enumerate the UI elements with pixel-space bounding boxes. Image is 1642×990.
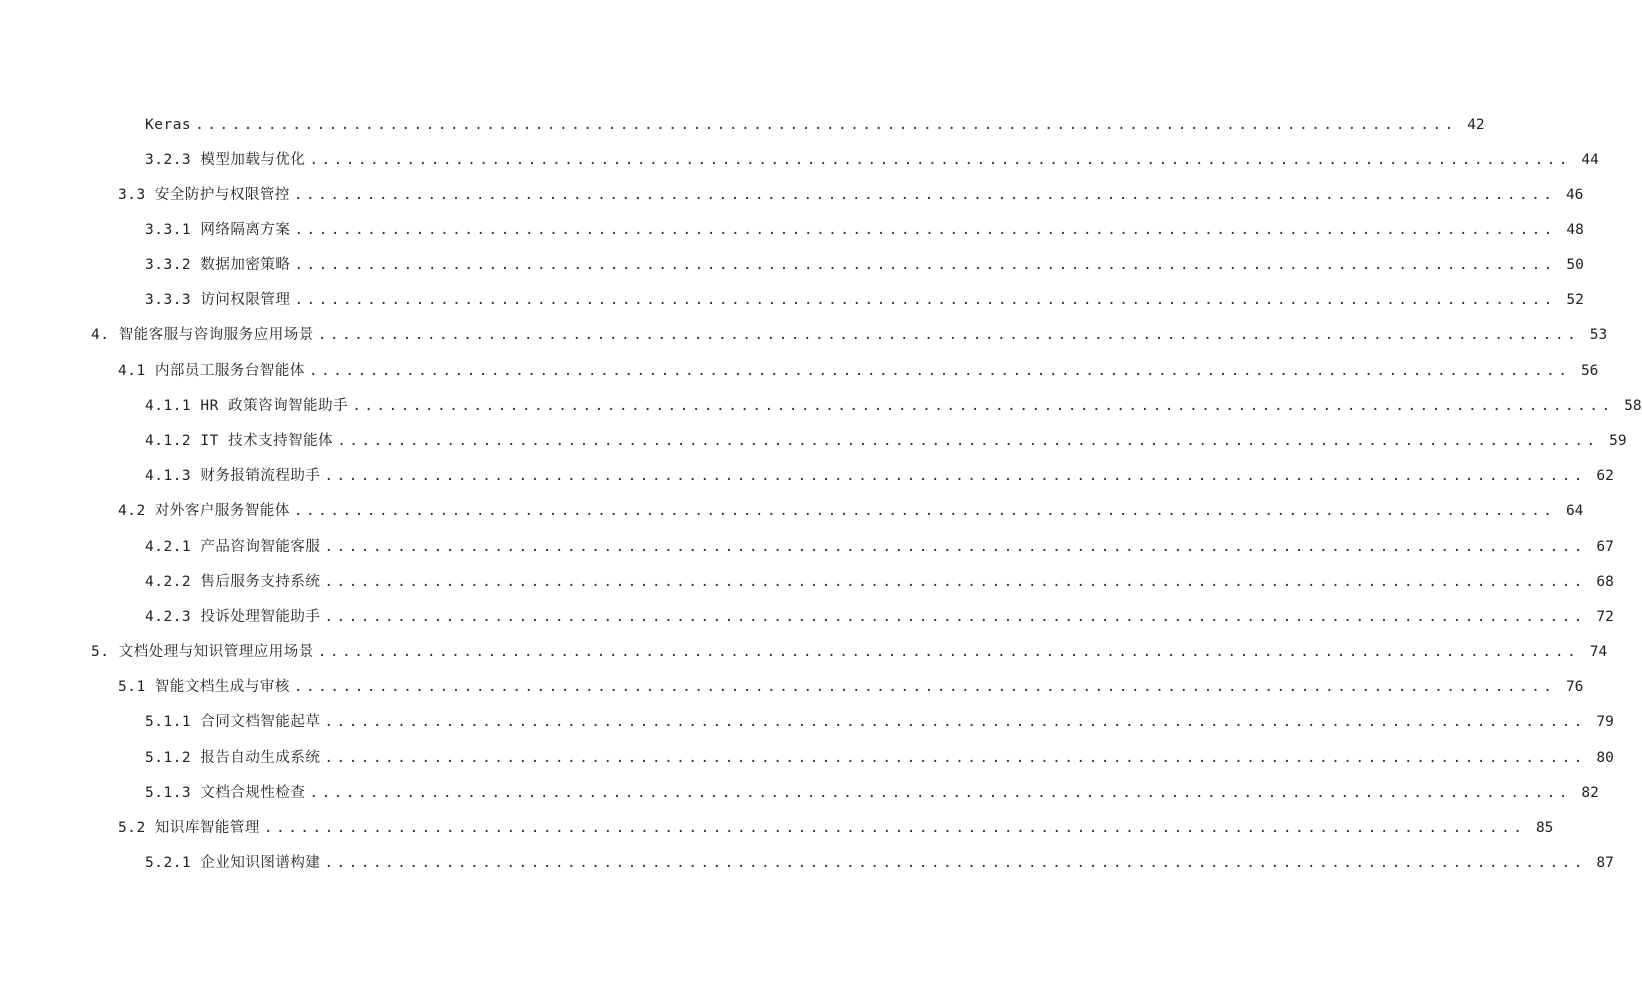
toc-entry-title: 5.1 智能文档生成与审核 [118, 679, 290, 695]
toc-entry-title: 4.1.1 HR 政策咨询智能助手 [145, 398, 349, 414]
toc-leader-dots: ........................................................................................................ [309, 785, 1571, 801]
toc-entry-title: 3.3.3 访问权限管理 [145, 292, 291, 308]
toc-entry[interactable] [118, 816, 1554, 840]
toc-entry-title: 5.1.1 合同文档智能起草 [145, 714, 321, 730]
toc-leader-dots: ........................................................................................................ [293, 187, 1556, 203]
toc-entry[interactable] [118, 499, 1584, 523]
toc-entry-title: 3.3.1 网络隔离方案 [145, 222, 291, 238]
toc-entry-title: 3.2.3 模型加载与优化 [145, 152, 306, 168]
toc-leader-dots: ........................................................................................................ [294, 222, 1556, 238]
toc-page-number: 50 [1566, 257, 1584, 273]
toc-page-number: 48 [1566, 222, 1584, 238]
toc-leader-dots: ........................................................................................................ [337, 433, 1599, 449]
toc-page-number: 56 [1580, 363, 1599, 379]
toc-entry-title: 4.2.3 投诉处理智能助手 [145, 609, 321, 625]
toc-leader-dots: ........................................................................................................ [293, 503, 1556, 519]
toc-entry[interactable] [118, 675, 1584, 699]
toc-page-number: 68 [1596, 574, 1614, 590]
toc-leader-dots: ........................................................................................................ [309, 152, 1571, 168]
toc-entry[interactable] [145, 710, 1614, 734]
toc-leader-dots: ........................................................................................................ [324, 574, 1586, 590]
toc-entry-title: 4.2 对外客户服务智能体 [118, 503, 290, 519]
toc-entry[interactable] [145, 253, 1584, 277]
toc-entry-title: 5.1.2 报告自动生成系统 [145, 750, 321, 766]
toc-entry-title: 5.2 知识库智能管理 [118, 820, 260, 836]
toc-entry[interactable] [145, 429, 1627, 453]
toc-entry[interactable] [145, 851, 1614, 875]
toc-page-number: 42 [1467, 117, 1485, 133]
toc-leader-dots: ........................................................................................................ [352, 398, 1614, 414]
toc-page-number: 64 [1565, 503, 1584, 519]
toc-entry-title: Keras [145, 117, 192, 133]
toc-entry-title: 5.1.3 文档合规性检查 [145, 785, 306, 801]
toc-entry-title: 5. 文档处理与知识管理应用场景 [91, 644, 314, 660]
toc-entry[interactable] [118, 183, 1584, 207]
toc-entry[interactable] [118, 359, 1599, 383]
toc-leader-dots: ........................................................................................................ [317, 644, 1580, 660]
toc-page-number: 76 [1565, 679, 1584, 695]
toc-leader-dots: ........................................................................................................ [293, 679, 1556, 695]
toc-entry[interactable] [91, 323, 1608, 347]
toc-page-number: 52 [1566, 292, 1584, 308]
toc-leader-dots: ........................................................................................................ [294, 257, 1556, 273]
toc-page-number: 67 [1596, 539, 1614, 555]
toc-entry[interactable] [145, 394, 1642, 418]
toc-leader-dots: ........................................................................................................ [294, 292, 1556, 308]
toc-page-number: 46 [1565, 187, 1584, 203]
toc-entry-title: 4. 智能客服与咨询服务应用场景 [91, 327, 314, 343]
toc-leader-dots: ........................................................................................................ [263, 820, 1526, 836]
toc-leader-dots: ........................................................................................................ [195, 117, 1457, 133]
toc-entry[interactable] [145, 288, 1584, 312]
toc-entry[interactable] [145, 746, 1614, 770]
toc-entry-title: 4.1.3 财务报销流程助手 [145, 468, 321, 484]
toc-entry-title: 4.1.2 IT 技术支持智能体 [145, 433, 334, 449]
toc-leader-dots: ........................................................................................................ [324, 750, 1586, 766]
toc-page-number: 79 [1596, 714, 1614, 730]
toc-leader-dots: ........................................................................................................ [324, 539, 1586, 555]
toc-page-number: 87 [1596, 855, 1614, 871]
toc-entry[interactable] [145, 605, 1614, 629]
toc-entry[interactable] [145, 464, 1614, 488]
toc-page-number: 74 [1589, 644, 1608, 660]
toc-leader-dots: ........................................................................................................ [324, 468, 1586, 484]
toc-leader-dots: ........................................................................................................ [308, 363, 1571, 379]
toc-entry[interactable] [145, 570, 1614, 594]
toc-entry[interactable] [91, 640, 1608, 664]
toc-entry-title: 4.1 内部员工服务台智能体 [118, 363, 305, 379]
toc-leader-dots: ........................................................................................................ [324, 714, 1586, 730]
toc-page-number: 58 [1624, 398, 1642, 414]
toc-page-number: 85 [1535, 820, 1554, 836]
toc-entry[interactable] [145, 781, 1599, 805]
toc-page-number: 82 [1581, 785, 1599, 801]
toc-entry-title: 4.2.2 售后服务支持系统 [145, 574, 321, 590]
toc-entry-title: 4.2.1 产品咨询智能客服 [145, 539, 321, 555]
toc-page-number: 80 [1596, 750, 1614, 766]
toc-page-number: 59 [1609, 433, 1627, 449]
toc-page-number: 62 [1596, 468, 1614, 484]
toc-leader-dots: ........................................................................................................ [324, 855, 1586, 871]
toc-page-number: 53 [1589, 327, 1608, 343]
toc-entry[interactable] [145, 148, 1599, 172]
toc-entry[interactable] [145, 113, 1485, 137]
toc-leader-dots: ........................................................................................................ [317, 327, 1580, 343]
toc-page-number: 44 [1581, 152, 1599, 168]
toc-entry[interactable] [145, 535, 1614, 559]
toc-entry-title: 3.3.2 数据加密策略 [145, 257, 291, 273]
toc-entry-title: 3.3 安全防护与权限管控 [118, 187, 290, 203]
toc-page-number: 72 [1596, 609, 1614, 625]
toc-entry-title: 5.2.1 企业知识图谱构建 [145, 855, 321, 871]
toc-leader-dots: ........................................................................................................ [324, 609, 1586, 625]
toc-entry[interactable] [145, 218, 1584, 242]
